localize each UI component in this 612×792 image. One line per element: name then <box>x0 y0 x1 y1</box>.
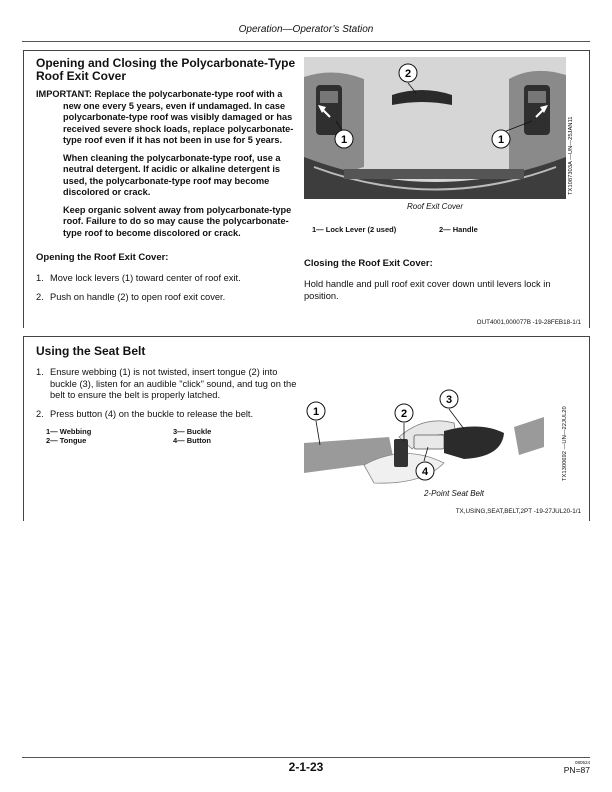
callout-1-left: 1 <box>340 134 348 146</box>
figure-caption-roof: Roof Exit Cover <box>406 202 464 211</box>
callout-3: 3 <box>445 394 453 406</box>
seat-belt-section <box>23 336 590 521</box>
callout-1-right: 1 <box>497 134 505 146</box>
legend-item: 1— Lock Lever (2 used) <box>312 225 397 234</box>
important-note-1 <box>36 89 298 147</box>
section-title-seat-belt: Using the Seat Belt <box>36 344 146 358</box>
figure-id-seat-belt: TX1300692 —UN—22JUL20 <box>562 406 568 481</box>
footer-rule <box>22 757 590 758</box>
opening-subtitle: Opening the Roof Exit Cover: <box>36 252 169 263</box>
closing-subtitle: Closing the Roof Exit Cover: <box>304 258 433 269</box>
roof-legend <box>304 225 576 237</box>
opening-step: 1. Move lock levers (1) toward center of roof exit. <box>36 273 241 283</box>
callout-2: 2 <box>404 68 412 80</box>
opening-step: 2. Push on handle (2) to open roof exit cover. <box>36 291 226 302</box>
figure-caption-seat-belt: 2-Point Seat Belt <box>423 489 485 498</box>
opening-steps <box>36 273 298 303</box>
roof-exit-illustration <box>304 57 566 199</box>
reference-code-seat-belt: TX,USING,SEAT,BELT,2PT -19-27JUL20-1/1 <box>455 508 581 515</box>
page-number: 2-1-23 <box>288 760 324 774</box>
callout-4: 4 <box>421 466 429 478</box>
seat-belt-steps <box>36 367 298 420</box>
legend-item: 2— Tongue <box>46 436 87 445</box>
legend-item: 2— Handle <box>439 225 478 234</box>
callout-2: 2 <box>400 408 408 420</box>
seat-belt-illustration <box>304 387 544 487</box>
important-note-2: When cleaning the polycarbonate-type roof, use a neutral detergent. If acidic or alkaline detergent is used, the polycarbonate-type roof may become discolored or crack. <box>63 152 281 197</box>
footer-right <box>564 760 590 775</box>
header-rule <box>22 41 590 42</box>
legend-item: 3— Buckle <box>173 427 212 436</box>
running-header: Operation—Operator’s Station <box>238 24 374 35</box>
important-note-3: Keep organic solvent away from polycarbonate-type roof. Failure to do so may cause the polycarbonate-type roof to become discolored or crack. <box>63 204 292 238</box>
footer-code: 080524 <box>574 760 590 765</box>
closing-text: Hold handle and pull roof exit cover down until levers lock in position. <box>304 279 551 301</box>
section-title-roof: Opening and Closing the Polycarbonate-Type Roof Exit Cover <box>36 56 296 83</box>
important-label: IMPORTANT: <box>36 89 92 99</box>
roof-exit-section <box>23 50 590 328</box>
seat-belt-figure <box>304 387 568 487</box>
roof-exit-figure <box>304 57 574 199</box>
legend-item: 1— Webbing <box>46 427 92 436</box>
reference-code-roof: OUT4001,000077B -19-28FEB18-1/1 <box>476 319 581 326</box>
legend-item: 4— Button <box>173 436 211 445</box>
important-text-1: Replace the polycarbonate-type roof with a new one every 5 years, even if undamaged. In case polycarbonate-type roof was visibly damaged or has received severe shock loads, replace polycarbonate-type roof even if it has not been in use for 5 years. <box>63 89 294 145</box>
callout-1: 1 <box>312 406 320 418</box>
seat-belt-legend <box>36 427 298 449</box>
figure-id-roof: TX1087303A —UN—25JAN11 <box>568 116 574 195</box>
seat-belt-step: 2. Press button (4) on the buckle to release the belt. <box>36 408 254 419</box>
footer-pn: PN=87 <box>563 765 590 775</box>
seat-belt-step: 1. Ensure webbing (1) is not twisted, insert tongue (2) into buckle (3), listen for an audible "click" sound, and tug on the belt to ensure the belt is properly latched. <box>36 367 297 400</box>
